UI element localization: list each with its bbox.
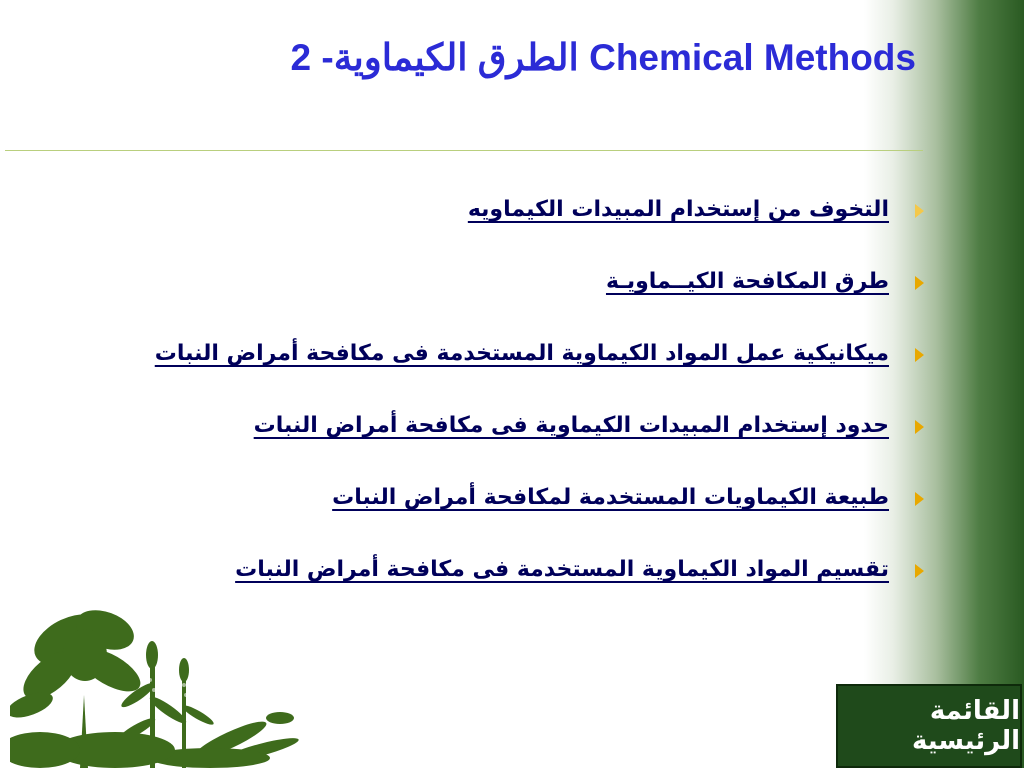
topic-link-limits-of-use[interactable]: حدود إستخدام المبيدات الكيماوية فى مكافحة أمراض النبات [253, 413, 889, 438]
list-item [104, 190, 924, 262]
list-item [104, 478, 924, 550]
main-menu-button[interactable]: القائمة الرئيسية [836, 684, 1022, 768]
plants-silhouette-icon [10, 600, 310, 768]
topic-link-nature-of-chemicals[interactable]: طبيعة الكيماويات المستخدمة لمكافحة أمراض النبات [332, 485, 889, 510]
topic-link-classification[interactable]: تقسيم المواد الكيماوية المستخدمة فى مكافحة أمراض النبات [235, 557, 889, 582]
title-divider [5, 150, 923, 151]
list-item [104, 262, 924, 334]
triangle-bullet-icon [915, 204, 924, 218]
triangle-bullet-icon [915, 564, 924, 578]
triangle-bullet-icon [915, 276, 924, 290]
topic-link-mechanism-of-action[interactable]: ميكانيكية عمل المواد الكيماوية المستخدمة فى مكافحة أمراض النبات [154, 341, 889, 366]
triangle-bullet-icon [915, 492, 924, 506]
list-item [104, 334, 924, 406]
list-item [104, 406, 924, 478]
triangle-bullet-icon [915, 420, 924, 434]
topic-list [104, 190, 924, 622]
triangle-bullet-icon [915, 348, 924, 362]
slide-title: 2 -الطرق الكيماوية Chemical Methods [290, 37, 916, 78]
topic-link-chemical-control-methods[interactable]: طرق المكافحة الكيــماويـة [605, 269, 889, 294]
topic-link-fear-of-pesticides[interactable]: التخوف من إستخدام المبيدات الكيماويه [467, 197, 889, 222]
